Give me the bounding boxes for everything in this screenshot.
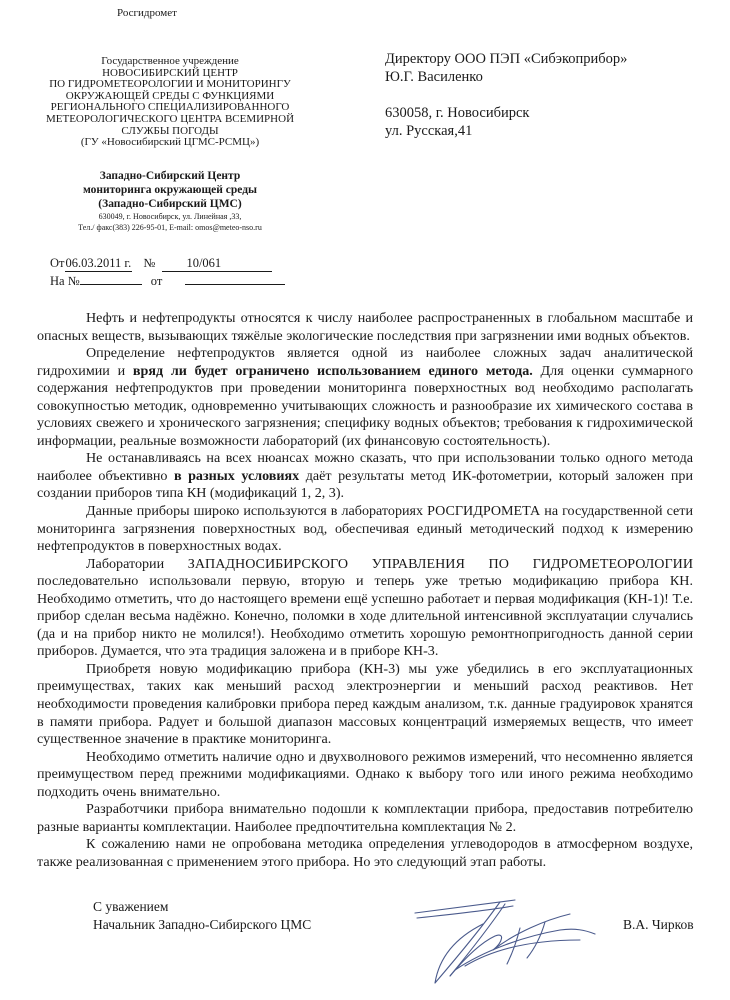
closing-regards: С уважением bbox=[93, 899, 169, 914]
center-block bbox=[20, 169, 320, 211]
addressee-title: Директору ООО ПЭП «Сибэкоприбор» bbox=[385, 51, 628, 67]
org-line: ПО ГИДРОМЕТЕОРОЛОГИИ И МОНИТОРИНГУ bbox=[49, 78, 291, 91]
contact-block bbox=[20, 211, 320, 233]
center-line: Западно-Сибирский Центр bbox=[99, 170, 241, 182]
handwritten-signature-icon bbox=[395, 888, 610, 988]
paragraph: Лаборатории ЗАПАДНОСИБИРСКОГО УПРАВЛЕНИЯ ПО ГИДРОМЕТЕОРОЛОГИИ последовательно использовали первую, вторую и теперь уже третью модификацию прибора КН. Необходимо отметить, что до настоящего времени ещё успешно работает и первая модификация (КН-1)! Т.е. прибор сделан весьма надёжно. Конечно, поломки в ходе длительной интенсивной эксплуатации случались (да и на прибор никто не молился!). Необходимо отметить хорошую ремонтнопригодность данной серии приборов. Думается, что эта традиция заложена и в приборе КН-3. bbox=[37, 555, 693, 660]
reply-from-label: от bbox=[150, 274, 163, 288]
addressee-block bbox=[385, 50, 627, 140]
center-line: мониторинга окружающей среды bbox=[82, 184, 258, 196]
reply-date-blank bbox=[185, 272, 285, 285]
paragraph: Определение нефтепродуктов является одной из наиболее сложных задач аналитической гидрохимии и вряд ли будет ограничено использованием единого метода. Для оценки суммарного содержания нефтепродуктов при проведении мониторинга поверхностных вод необходимо располагать совокупностью методик, одновременно учитывающих сложность и разнообразие их химического состава в условиях свежего и хронического загрязнения; специфику водных объектов; требования к гидрохимической информации, реальные возможности лабораторий (их финансовую состоятельность). bbox=[37, 345, 693, 449]
org-line: СЛУЖБЫ ПОГОДЫ bbox=[121, 124, 219, 137]
ministry-name: Росгидромет bbox=[117, 7, 177, 19]
emphasis: вряд ли будет ограничено использованием единого метода. bbox=[132, 362, 533, 379]
paragraph: Разработчики прибора внимательно подошли к комплектации прибора, предоставив потребителю разные варианты комплектации. Наиболее предпочтительна комплектация № 2. bbox=[37, 801, 693, 835]
addressee-name: Ю.Г. Василенко bbox=[385, 69, 483, 85]
from-label: От bbox=[50, 256, 65, 270]
paragraph: Необходимо отметить наличие одно и двухволнового режимов измерений, что несомненно является преимуществом перед прежними модификациями. Однако к выбору того или иного режима необходимо подходить очень внимательно. bbox=[37, 748, 693, 800]
emphasis: в разных условиях bbox=[173, 467, 300, 484]
letter-date: 06.03.2011 г. bbox=[65, 256, 132, 270]
org-line: РЕГИОНАЛЬНОГО СПЕЦИАЛИЗИРОВАННОГО bbox=[50, 101, 290, 114]
letter-number: 10/061 bbox=[186, 256, 222, 270]
number-sign: № bbox=[143, 256, 156, 270]
center-line: (Западно-Сибирский ЦМС) bbox=[98, 198, 242, 210]
signer-position: Начальник Западно-Сибирского ЦМС bbox=[93, 917, 312, 932]
org-line: (ГУ «Новосибирский ЦГМС-РСМЦ») bbox=[80, 136, 260, 149]
org-line: МЕТЕОРОЛОГИЧЕСКОГО ЦЕНТРА ВСЕМИРНОЙ bbox=[45, 112, 295, 125]
paragraph: Нефть и нефтепродукты относятся к числу наиболее распространенных в глобальном масштабе и опасных веществ, вызывающих тяжёлые экологические последствия при загрязнении ими водных объектов. bbox=[37, 310, 693, 344]
contact-line: 630049, г. Новосибирск, ул. Линейная ,33, bbox=[98, 212, 242, 221]
reply-label: На № bbox=[50, 274, 80, 288]
organization-block bbox=[20, 56, 320, 149]
paragraph: Не останавливаясь на всех нюансах можно сказать, что при использовании только одного метода наиболее объективно в разных условиях даёт результаты метод ИК-фотометрии, который заложен при создании приборов типа КН (модификаций 1, 2, 3). bbox=[37, 450, 693, 502]
contact-line: Тел./ факс(383) 226-95-01, E-mail: omos@meteo-nso.ru bbox=[78, 223, 262, 232]
org-line: Государственное учреждение bbox=[101, 55, 239, 67]
signer-name: В.А. Чирков bbox=[623, 917, 694, 932]
addressee-street: ул. Русская,41 bbox=[385, 123, 473, 139]
paragraph: Приобретя новую модификацию прибора (КН-3) мы уже убедились в его эксплуатационных преимуществах, таких как меньший расход электроэнергии и меньший расход реактивов. Нет необходимости проведения калибровки прибора перед каждым анализом, т.к. данные градуировок хранятся в памяти прибора. Радует и большой диапазон массовых концентраций измеряемых веществ, что имеет существенное значение в практике мониторинга. bbox=[37, 660, 693, 748]
addressee-city: 630058, г. Новосибирск bbox=[385, 105, 530, 121]
reply-number-blank bbox=[80, 272, 142, 285]
paragraph: Данные приборы широко используются в лабораториях РОСГИДРОМЕТА на государственной сети мониторинга загрязнения поверхностных вод, обеспечивая единый методический подход к измерению нефтепродуктов в поверхностных водах. bbox=[37, 503, 693, 555]
incoming-reference bbox=[50, 272, 285, 289]
outgoing-reference bbox=[50, 256, 272, 272]
org-line: НОВОСИБИРСКИЙ ЦЕНТР bbox=[102, 66, 238, 79]
org-line: ОКРУЖАЮЩЕЙ СРЕДЫ С ФУНКЦИЯМИ bbox=[65, 89, 275, 102]
paragraph: К сожалению нами не опробована методика определения углеводородов в атмосферном воздухе, также реализованная с применением этого прибора. Но это следующий этап работы. bbox=[37, 836, 693, 870]
letter-body bbox=[37, 310, 693, 872]
